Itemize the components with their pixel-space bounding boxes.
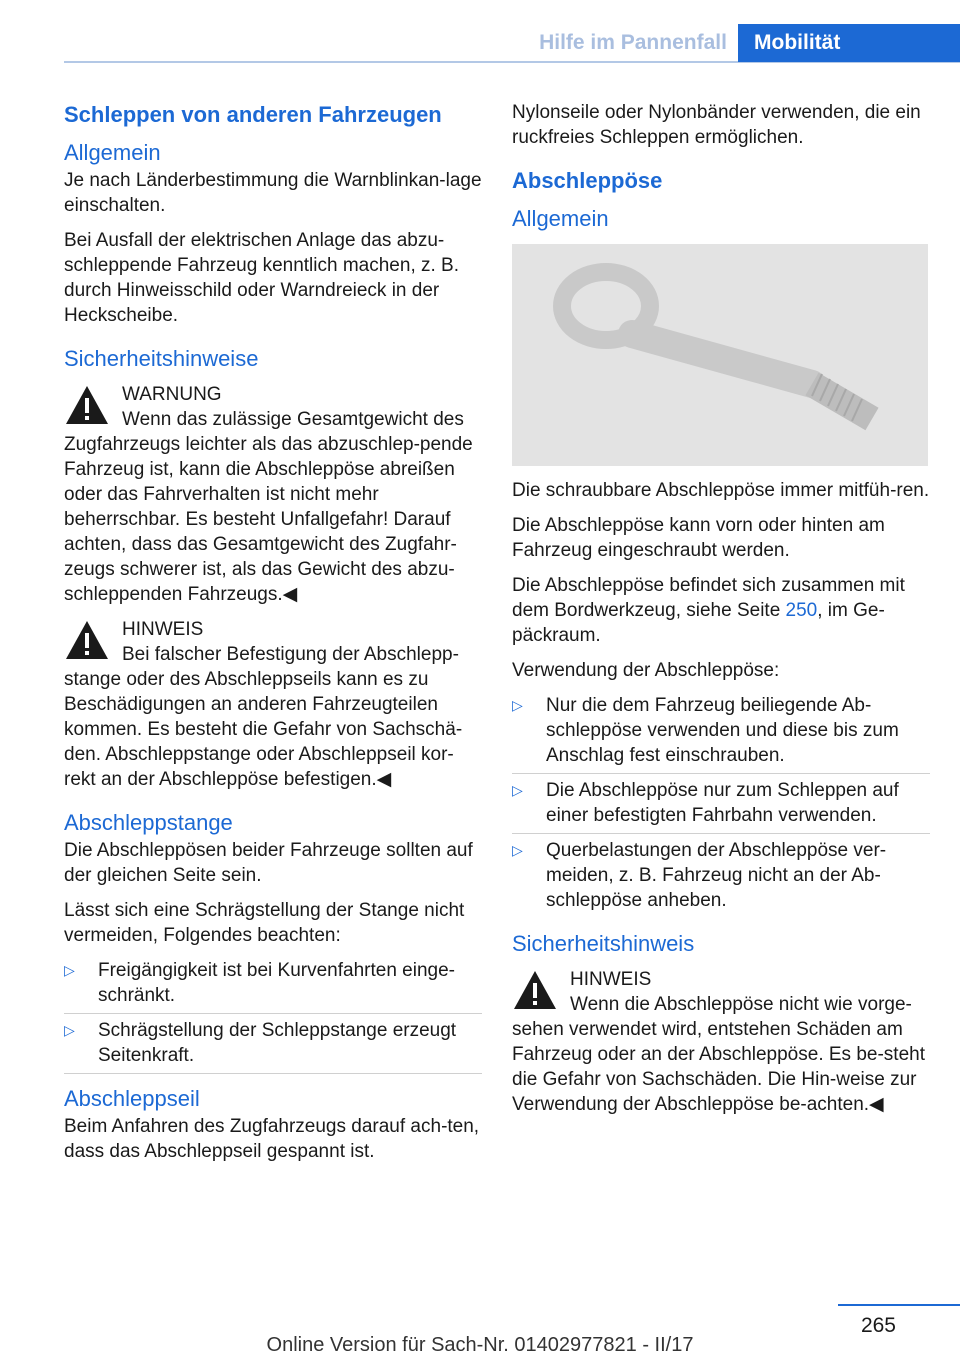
paragraph: Die Abschleppösen beider Fahrzeuge sollten auf der gleichen Seite sein. xyxy=(64,840,473,886)
paragraph: Verwendung der Abschleppöse: xyxy=(512,660,780,681)
subsection-title: Allgemein xyxy=(512,206,609,231)
paragraph: Die Abschleppöse befindet sich zusammen mit dem Bordwerkzeug, siehe Seite 250, im Ge-päckraum. xyxy=(512,575,905,646)
footer-text: Online Version für Sach-Nr. 01402977821 - II/17 xyxy=(266,1334,694,1356)
warning-triangle-icon xyxy=(64,384,110,426)
notice-box xyxy=(64,617,482,792)
paragraph: Beim Anfahren des Zugfahrzeugs darauf ach-ten, dass das Abschleppseil gespannt ist. xyxy=(64,1116,480,1162)
notice-label: HINWEIS xyxy=(122,619,204,640)
list-item: ▷ Schrägstellung der Schleppstange erzeugt Seitenkraft. xyxy=(64,1018,482,1068)
warning-label: WARNUNG xyxy=(122,384,222,405)
section-title: Schleppen von anderen Fahrzeugen xyxy=(64,102,442,127)
paragraph: Die schraubbare Abschleppöse immer mitfüh-ren. xyxy=(512,480,930,501)
subsection-title: Sicherheitshinweise xyxy=(64,346,259,371)
right-column xyxy=(512,100,930,1127)
subsection-title: Abschleppstange xyxy=(64,810,233,835)
bullet-triangle-icon: ▷ xyxy=(512,842,523,858)
warning-triangle-icon xyxy=(64,619,110,661)
bullet-triangle-icon: ▷ xyxy=(64,962,75,978)
list-item: ▷ Querbelastungen der Abschleppöse ver-meiden, z. B. Fahrzeug nicht an der Ab-schleppöse anheben. xyxy=(512,840,887,911)
page-reference-link[interactable]: 250 xyxy=(785,600,818,621)
bullet-triangle-icon: ▷ xyxy=(512,697,523,713)
warning-text: Wenn das zulässige Gesamtgewicht des Zugfahrzeugs leichter als das abzuschlep-pende Fahrzeug ist, kann die Abschleppöse abreißen oder das Fahrverhalten ist nicht mehr beherrschbar. Es besteht Unfallgefahr! Darauf achten, dass das Gesamtgewicht des Zugfahr-zeugs schwerer ist, als das Gewicht des abzu-schleppenden Fahrzeugs.◀ xyxy=(64,409,473,605)
warning-box xyxy=(64,382,482,607)
page-number: 265 xyxy=(860,1314,896,1337)
list-item: ▷ Die Abschleppöse nur zum Schleppen auf einer befestigten Fahrbahn verwenden. xyxy=(512,778,930,828)
bullet-list xyxy=(64,958,482,1068)
left-column xyxy=(64,100,482,1174)
bullet-triangle-icon: ▷ xyxy=(512,782,523,798)
notice-label: HINWEIS xyxy=(570,969,652,990)
list-item: ▷ Nur die dem Fahrzeug beiliegende Ab-schleppöse verwenden und diese bis zum Anschlag fest einschrauben. xyxy=(512,693,930,768)
bullet-list xyxy=(512,693,930,913)
tow-eye-illustration xyxy=(512,244,928,466)
bullet-triangle-icon: ▷ xyxy=(64,1022,75,1038)
subsection-title: Abschleppseil xyxy=(64,1086,200,1111)
paragraph: Je nach Länderbestimmung die Warnblinkan-lage einschalten. xyxy=(64,170,482,216)
paragraph: Nylonseile oder Nylonbänder verwenden, die ein ruckfreies Schleppen ermöglichen. xyxy=(512,102,921,148)
notice-text: Bei falscher Befestigung der Abschlepp-stange oder des Abschleppseils kann es zu Beschädigungen an anderen Fahrzeugteilen kommen. Es besteht die Gefahr von Sachschä-den. Abschleppstange oder Abschleppseil kor-rekt an der Abschleppöse befestigen.◀ xyxy=(64,644,463,790)
paragraph: Die Abschleppöse kann vorn oder hinten am Fahrzeug eingeschraubt werden. xyxy=(512,515,885,561)
notice-text: Wenn die Abschleppöse nicht wie vorge-sehen verwendet wird, entstehen Schäden am Fahrzeug oder an der Abschleppöse. Es be-steht die Gefahr von Sachschäden. Die Hin-weise zur Verwendung der Abschleppöse be-achten.◀ xyxy=(512,994,925,1115)
warning-triangle-icon xyxy=(512,969,558,1011)
section-title: Abschleppöse xyxy=(512,168,663,193)
footer-rule xyxy=(838,1304,960,1306)
tow-eye-image xyxy=(512,244,928,466)
tab-mobilitaet[interactable]: Mobilität xyxy=(738,24,960,62)
tab-hilfe-im-pannenfall[interactable]: Hilfe im Pannenfall xyxy=(539,31,727,54)
subsection-title: Allgemein xyxy=(64,140,161,165)
paragraph: Bei Ausfall der elektrischen Anlage das abzu-schleppende Fahrzeug kenntlich machen, z. B. durch Hinweisschild oder Warndreieck in der Heckscheibe. xyxy=(64,230,460,326)
subsection-title: Sicherheitshinweis xyxy=(512,931,695,956)
paragraph: Lässt sich eine Schrägstellung der Stange nicht vermeiden, Folgendes beachten: xyxy=(64,900,465,946)
list-item: ▷ Freigängigkeit ist bei Kurvenfahrten einge-schränkt. xyxy=(64,958,482,1008)
notice-box xyxy=(512,967,930,1117)
